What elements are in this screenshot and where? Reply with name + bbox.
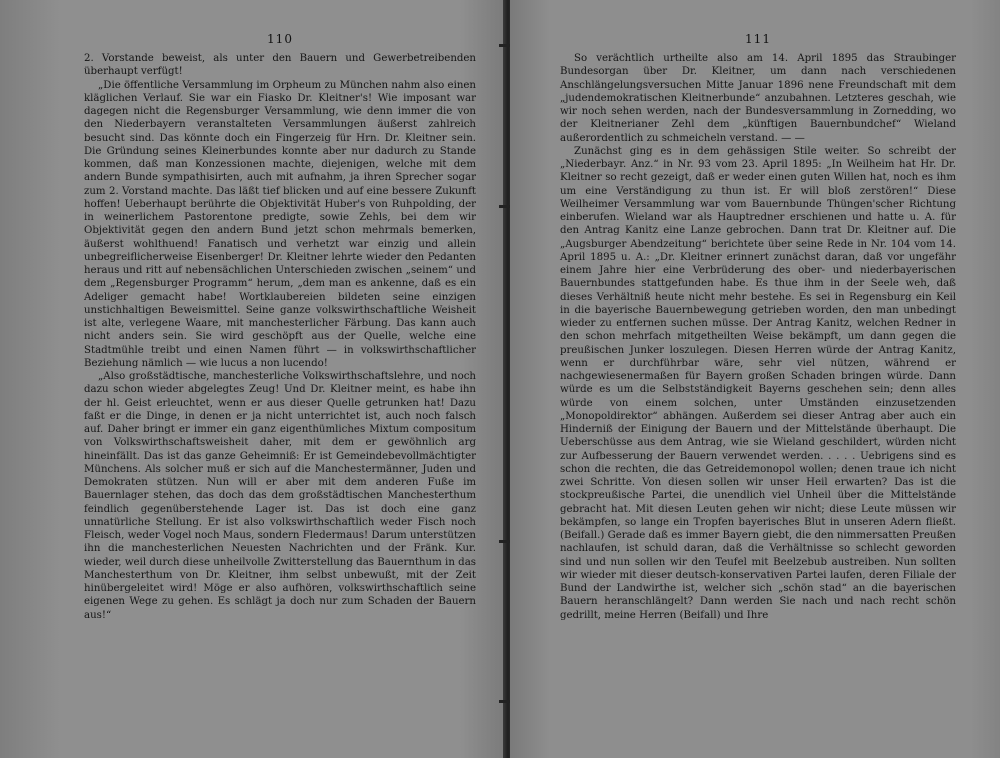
paragraph: „Die öffentliche Versammlung im Orpheum zu München nahm also einen kläglichen Verlauf. Sie war ein Fiasko Dr. Kleitner's! Wie imposant war dagegen nicht die Regensburger Versammlung, wie denn immer die von den Niederbayern veranstalteten Versammlungen äußerst zahlreich besucht sind. Das könnte doch ein Fingerzeig für Hrn. Dr. Kleitner sein. Die Gründung seines Kleinerbundes konnte aber nur dadurch zu Stande kommen, daß man Konzessionen machte, diejenigen, welche mit dem andern Bunde sympathisirten, auch mit aufnahm, ja ihren Sprecher sogar zum 2. Vorstand machte. Das läßt tief blicken und auf eine bessere Zukunft hoffen! Ueberhaupt berührte die Objektivität Huber's von Ruhpolding, der in weinerlichem Pastorentone predigte, sowie Zehls, bei dem wir Objektivität gegen den andern Bund jetzt schon mehrmals bemerken, äußerst wohlthuend! Fanatisch und verhetzt war einzig und allein unbegreiflicherweise Eisenberger! Dr. Kleitner lehrte wieder den Pedanten heraus und ritt auf nebensächlichen Unterschieden zwischen „seinem“ und dem „Regensburger Programm“ herum, „dem man es ankenne, daß es ein Adeliger gemacht habe! Wortklaubereien bildeten seine einzigen unstichhaltigen Beweismittel. Seine ganze volkswirthschaftliche Weisheit ist alte, verlegene Waare, mit manchesterlicher Färbung. Das kann auch nicht anders sein. Sie wird geschöpft aus der Quelle, welche eine Stadtmühle treibt und einen Namen führt — in volkswirthschaftlicher Beziehung nämlich — wie lucus a non lucendo!	[84, 79, 476, 369]
paragraph: „Also großstädtische, manchesterliche Volkswirthschaftslehre, und noch dazu schon wieder abgelegtes Zeug! Und Dr. Kleitner meint, es habe ihn der hl. Geist erleuchtet, wenn er aus dieser Quelle getrunken hat! Dazu faßt er die Dinge, in denen er ja nicht unterrichtet ist, auch noch falsch auf. Daher bringt er immer ein ganz eigenthümliches Mixtum compositum von Volkswirthschaftsweisheit daher, mit dem er gewöhnlich arg hineinfällt. Das ist das ganze Geheimniß: Er ist Gemeindebevollmächtigter Münchens. Als solcher muß er sich auf die Manchestermänner, Juden und Demokraten stützen. Nun will er aber mit dem anderen Fuße im Bauernlager stehen, das doch das dem großstädtischen Manchesterthum feindlich gegenüberstehende Lager ist. Das ist doch eine ganz unnatürliche Stellung. Er ist also volkswirthschaftlich weder Fisch noch Fleisch, weder Vogel noch Maus, sondern Fledermaus! Darum unterstützen ihn die manchesterlichen Neuesten Nachrichten und der Fränk. Kur. wieder, weil durch diese unheilvolle Zwitterstellung das Bauernthum in das Manchesterthum von Dr. Kleitner, ihm selbst unbewußt, mit der Zeit hinübergeleitet wird! Möge er also aufhören, volkswirthschaftlich seine eigenen Wege zu gehen. Es schlägt ja doch nur zum Schaden der Bauern aus!“	[84, 371, 476, 621]
page-number-right: 111	[745, 32, 771, 46]
left-page-text	[84, 52, 476, 622]
right-page	[510, 0, 1000, 758]
page-number-left: 110	[267, 32, 293, 46]
right-page-text	[560, 52, 956, 622]
paragraph: Zunächst ging es in dem gehässigen Stile weiter. So schreibt der „Niederbayr. Anz.“ in Nr. 93 vom 23. April 1895: „In Weilheim hat Hr. Dr. Kleitner so recht gezeigt, daß er weder einen guten Willen hat, noch es ihm um eine Verständigung zu thun ist. Er will bloß zerstören!“ Diese Weilheimer Versammlung war vom Bauernbunde Thüngen'scher Richtung einberufen. Wieland war als Hauptredner erschienen und hatte u. A. für den Antrag Kanitz eine Lanze gebrochen. Dann trat Dr. Kleitner auf. Die „Augsburger Abendzeitung“ berichtete über seine Rede in Nr. 104 vom 14. April 1895 u. A.: „Dr. Kleitner erinnert zunächst daran, daß vor ungefähr einem Jahre hier eine Verbrüderung des ober- und niederbayerischen Bauernbundes stattgefunden habe. Es thue ihm in der Seele weh, daß dieses Verhältniß heute nicht mehr bestehe. Es sei in Regensburg ein Keil in die bayerische Bauernbewegung getrieben worden, den man unbedingt wieder zu entfernen suchen müsse. Der Antrag Kanitz, welchen Redner in den schon mehrfach mitgetheilten Weise bekämpft, um dann gegen die preußischen Junker loszulegen. Diesen Herren würde der Antrag Kanitz, wenn er durchführbar wäre, sehr viel nützen, während er nachgewiesenermaßen für Bayern großen Schaden bringen würde. Dann würde es um die Selbstständigkeit Bayerns geschehen sein; denn alles würde von einem solchen, unter Umständen einzusetzenden „Monopoldirektor“ abhängen. Außerdem sei dieser Antrag aber auch ein Hinderniß der Einigung der Bauern und der Mittelstände überhaupt. Die Ueberschüsse aus dem Antrag, wie sie Wieland geschildert, würden nicht zur Aufbesserung der Bauern verwendet werden. . . . . Uebrigens sind es schon die rechten, die das Getreidemonopol wollen; denen traue ich nicht zwei Schritte. Von diesen sollen wir unser Heil erwarten? Das ist die stockpreußische Partei, die unendlich viel Unheil über die Mittelstände gebracht hat. Mit diesen Leuten gehen wir nicht; diese Leute müssen wir bekämpfen, so lange ein Tropfen bayerisches Blut in unseren Adern fließt. (Beifall.) Gerade daß es immer Bayern giebt, die den nimmersatten Preußen nachlaufen, ist schuld daran, daß die Verhältnisse so schlecht geworden sind und nun sollen wir den Teufel mit Beelzebub austreiben. Nun sollten wir wieder mit dieser deutsch-konservativen Partei laufen, deren Filiale der Bund der Landwirthe ist, welcher sich „schön stad“ an die bayerischen Bauern heranschlängelt? Dann werden Sie nach und nach recht schön gedrillt, meine Herren (Beifall) und Ihre	[560, 145, 956, 621]
paragraph: So verächtlich urtheilte also am 14. April 1895 das Straubinger Bundesorgan über Dr. Kleitner, um dann nach verschiedenen Anschlängelungsversuchen Mitte Januar 1896 nene Freundschaft mit dem „judendemokratischen Kleitnerbunde“ anzubahnen. Letzteres geschah, wie wir noch sehen werden, nach der Bundesversammlung in Zornedding, wo der Kleitnerianer Zehl dem „künftigen Bauernbundchef“ Wieland außerordentlich zu schmeicheln verstand. — —	[560, 53, 956, 144]
paragraph: 2. Vorstande beweist, als unter den Bauern und Gewerbetreibenden überhaupt verfügt!	[84, 53, 476, 78]
